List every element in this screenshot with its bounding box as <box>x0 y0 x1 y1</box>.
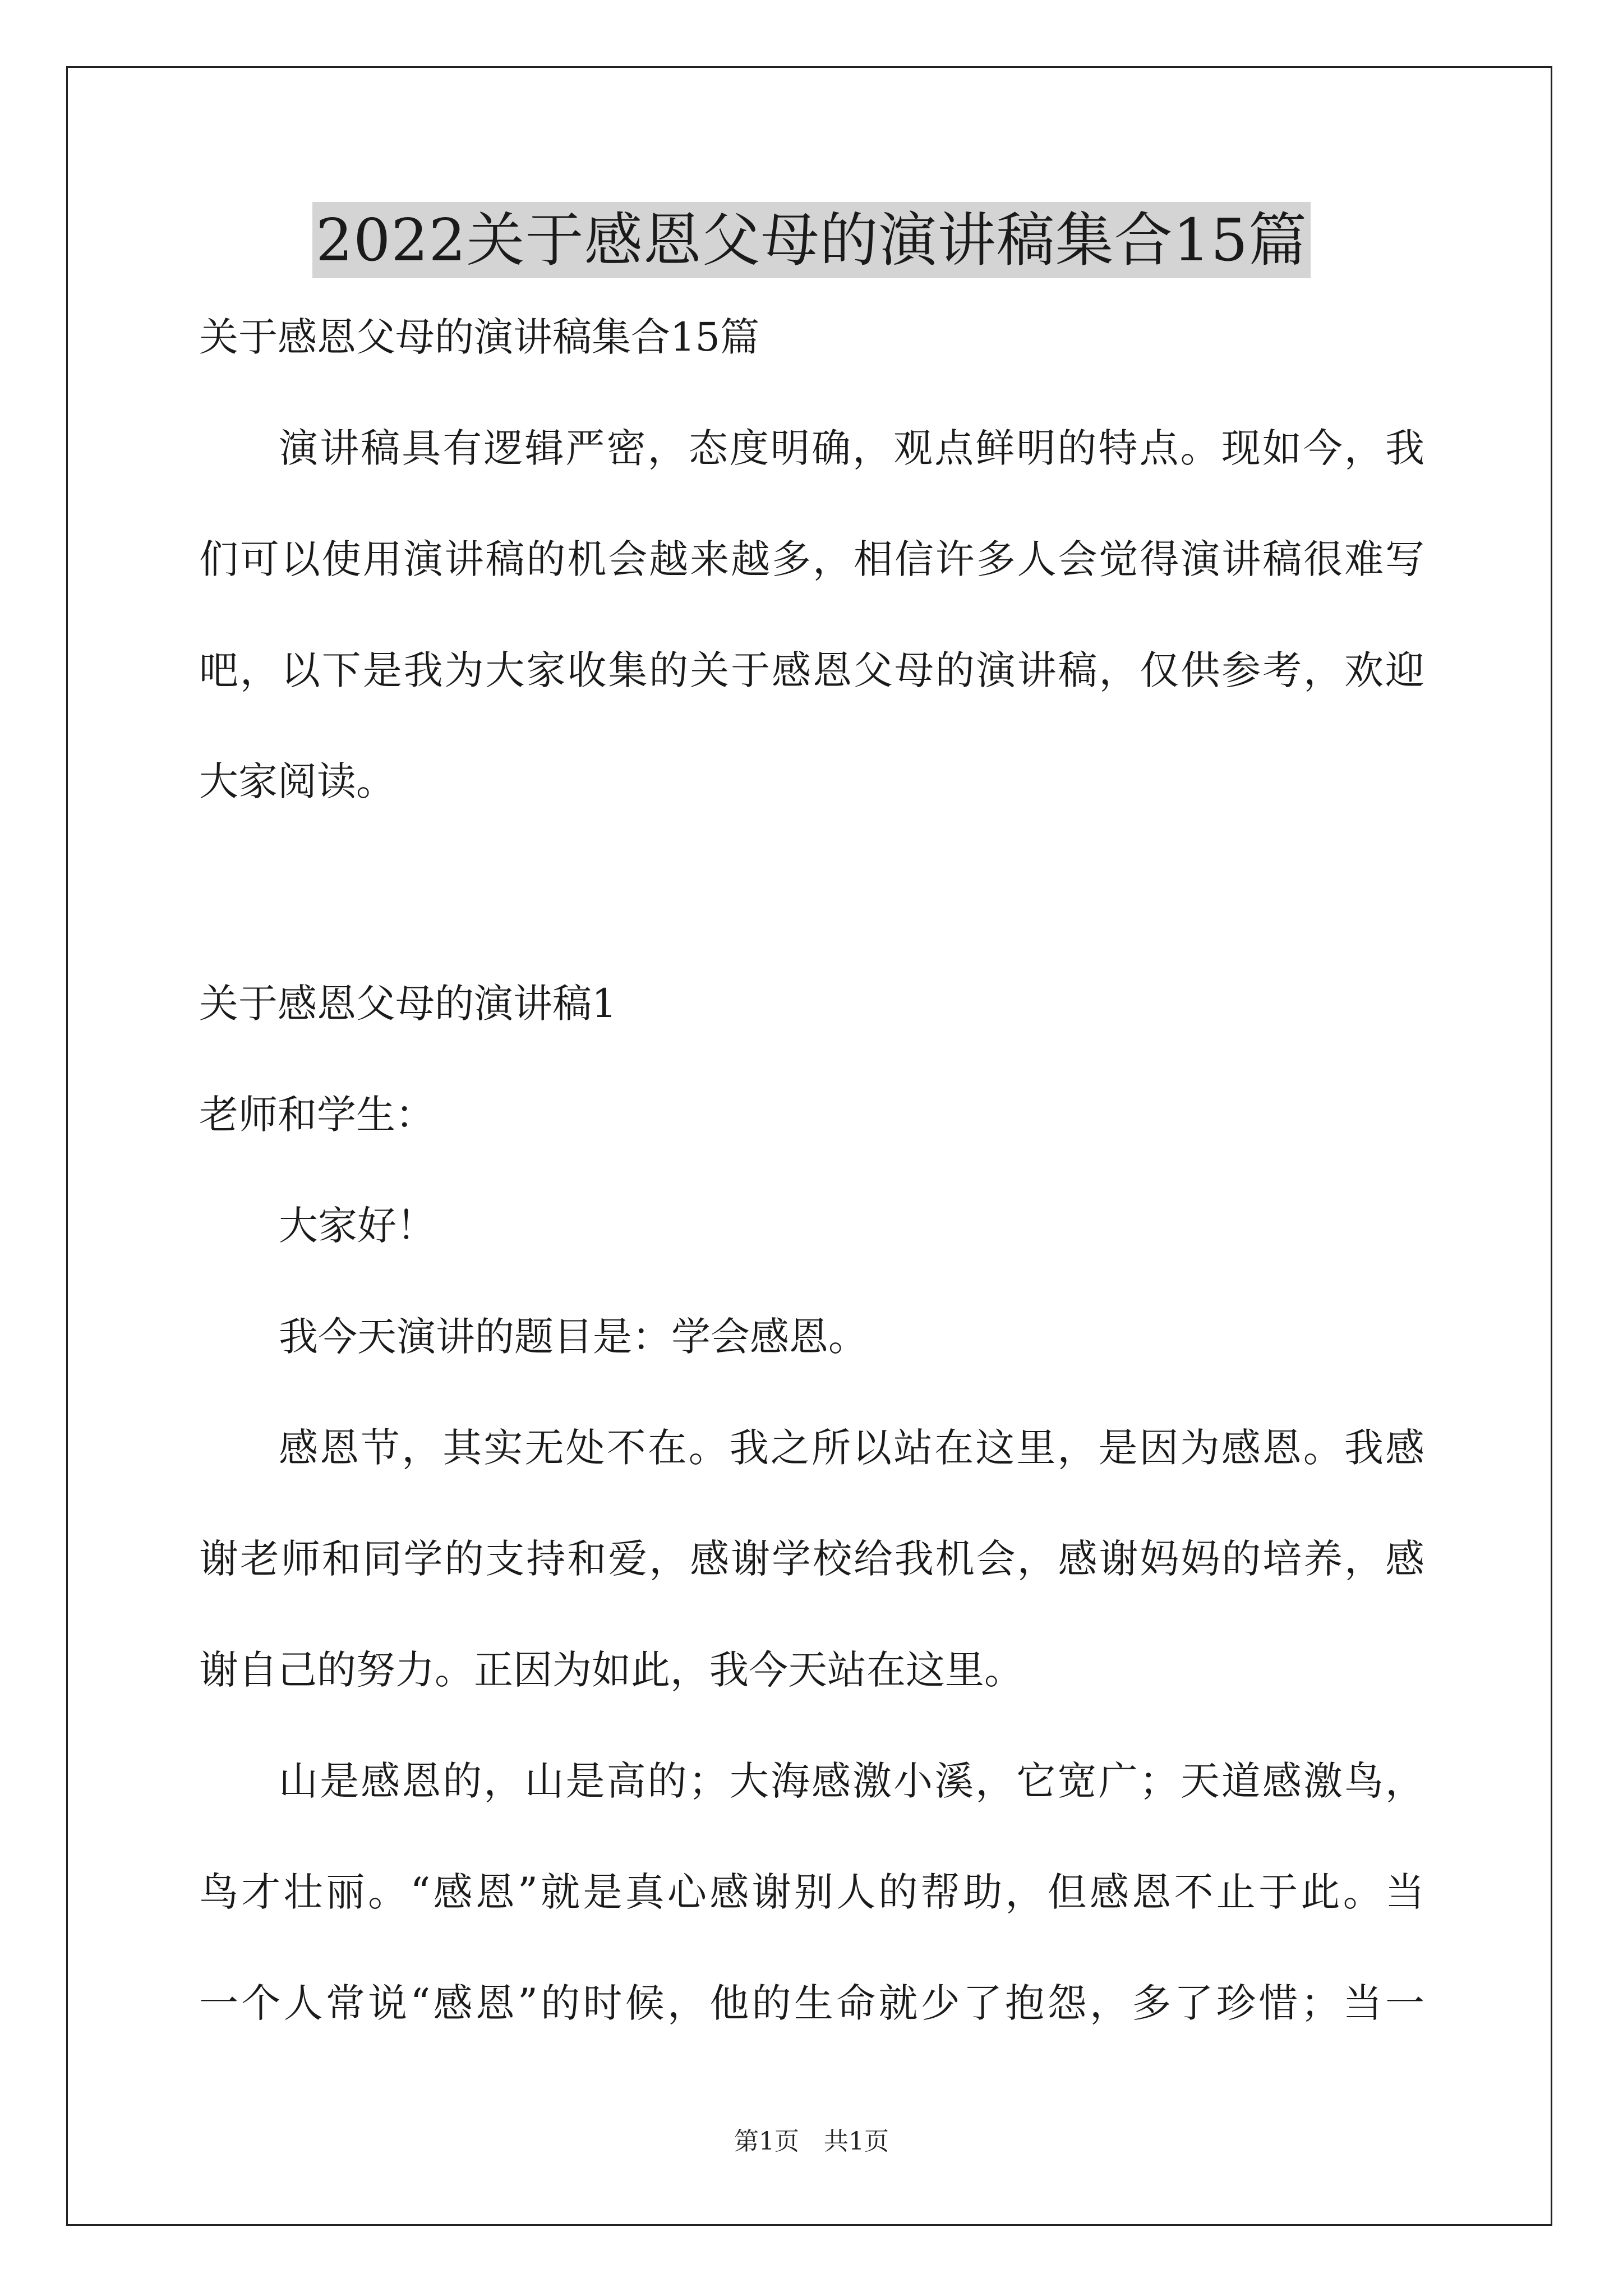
greeting: 大家好！ <box>279 1203 436 1249</box>
paragraph-line: 一个人常说“感恩”的时候，他的生命就少了抱怨，多了珍惜；当一 <box>199 1980 1424 2026</box>
section-spacer <box>199 867 1424 978</box>
document-subtitle: 关于感恩父母的演讲稿集合15篇 <box>199 314 760 360</box>
paragraph-line: 山是感恩的，山是高的；大海感激小溪，它宽广；天道感激鸟， <box>279 1758 1424 1804</box>
page-footer <box>0 2126 1623 2157</box>
body-paragraph-2 <box>199 1755 1424 2029</box>
intro-line: 演讲稿具有逻辑严密，态度明确，观点鲜明的特点。现如今，我 <box>279 425 1424 471</box>
intro-line: 吧，以下是我为大家收集的关于感恩父母的演讲稿，仅供参考，欢迎 <box>199 647 1424 693</box>
page-number: 第1页 <box>734 2127 799 2156</box>
intro-line: 大家阅读。 <box>199 758 395 804</box>
page-total: 共1页 <box>824 2127 889 2156</box>
body-paragraph-1 <box>199 1422 1424 1696</box>
paragraph-line: 谢自己的努力。正因为如此，我今天站在这里。 <box>199 1647 1023 1693</box>
salutation: 老师和学生： <box>199 1092 435 1138</box>
document-body <box>199 311 1424 2088</box>
speech-topic: 我今天演讲的题目是：学会感恩。 <box>279 1314 868 1360</box>
intro-paragraph <box>199 422 1424 807</box>
intro-line: 们可以使用演讲稿的机会越来越多，相信许多人会觉得演讲稿很难写 <box>199 536 1424 582</box>
paragraph-line: 感恩节，其实无处不在。我之所以站在这里，是因为感恩。我感 <box>279 1425 1424 1471</box>
section-heading: 关于感恩父母的演讲稿1 <box>199 981 617 1027</box>
paragraph-line: 鸟才壮丽。“感恩”就是真心感谢别人的帮助，但感恩不止于此。当 <box>199 1869 1424 1915</box>
title-container <box>0 202 1623 278</box>
document-title: 2022关于感恩父母的演讲稿集合15篇 <box>312 202 1311 278</box>
paragraph-line: 谢老师和同学的支持和爱，感谢学校给我机会，感谢妈妈的培养，感 <box>199 1536 1424 1582</box>
